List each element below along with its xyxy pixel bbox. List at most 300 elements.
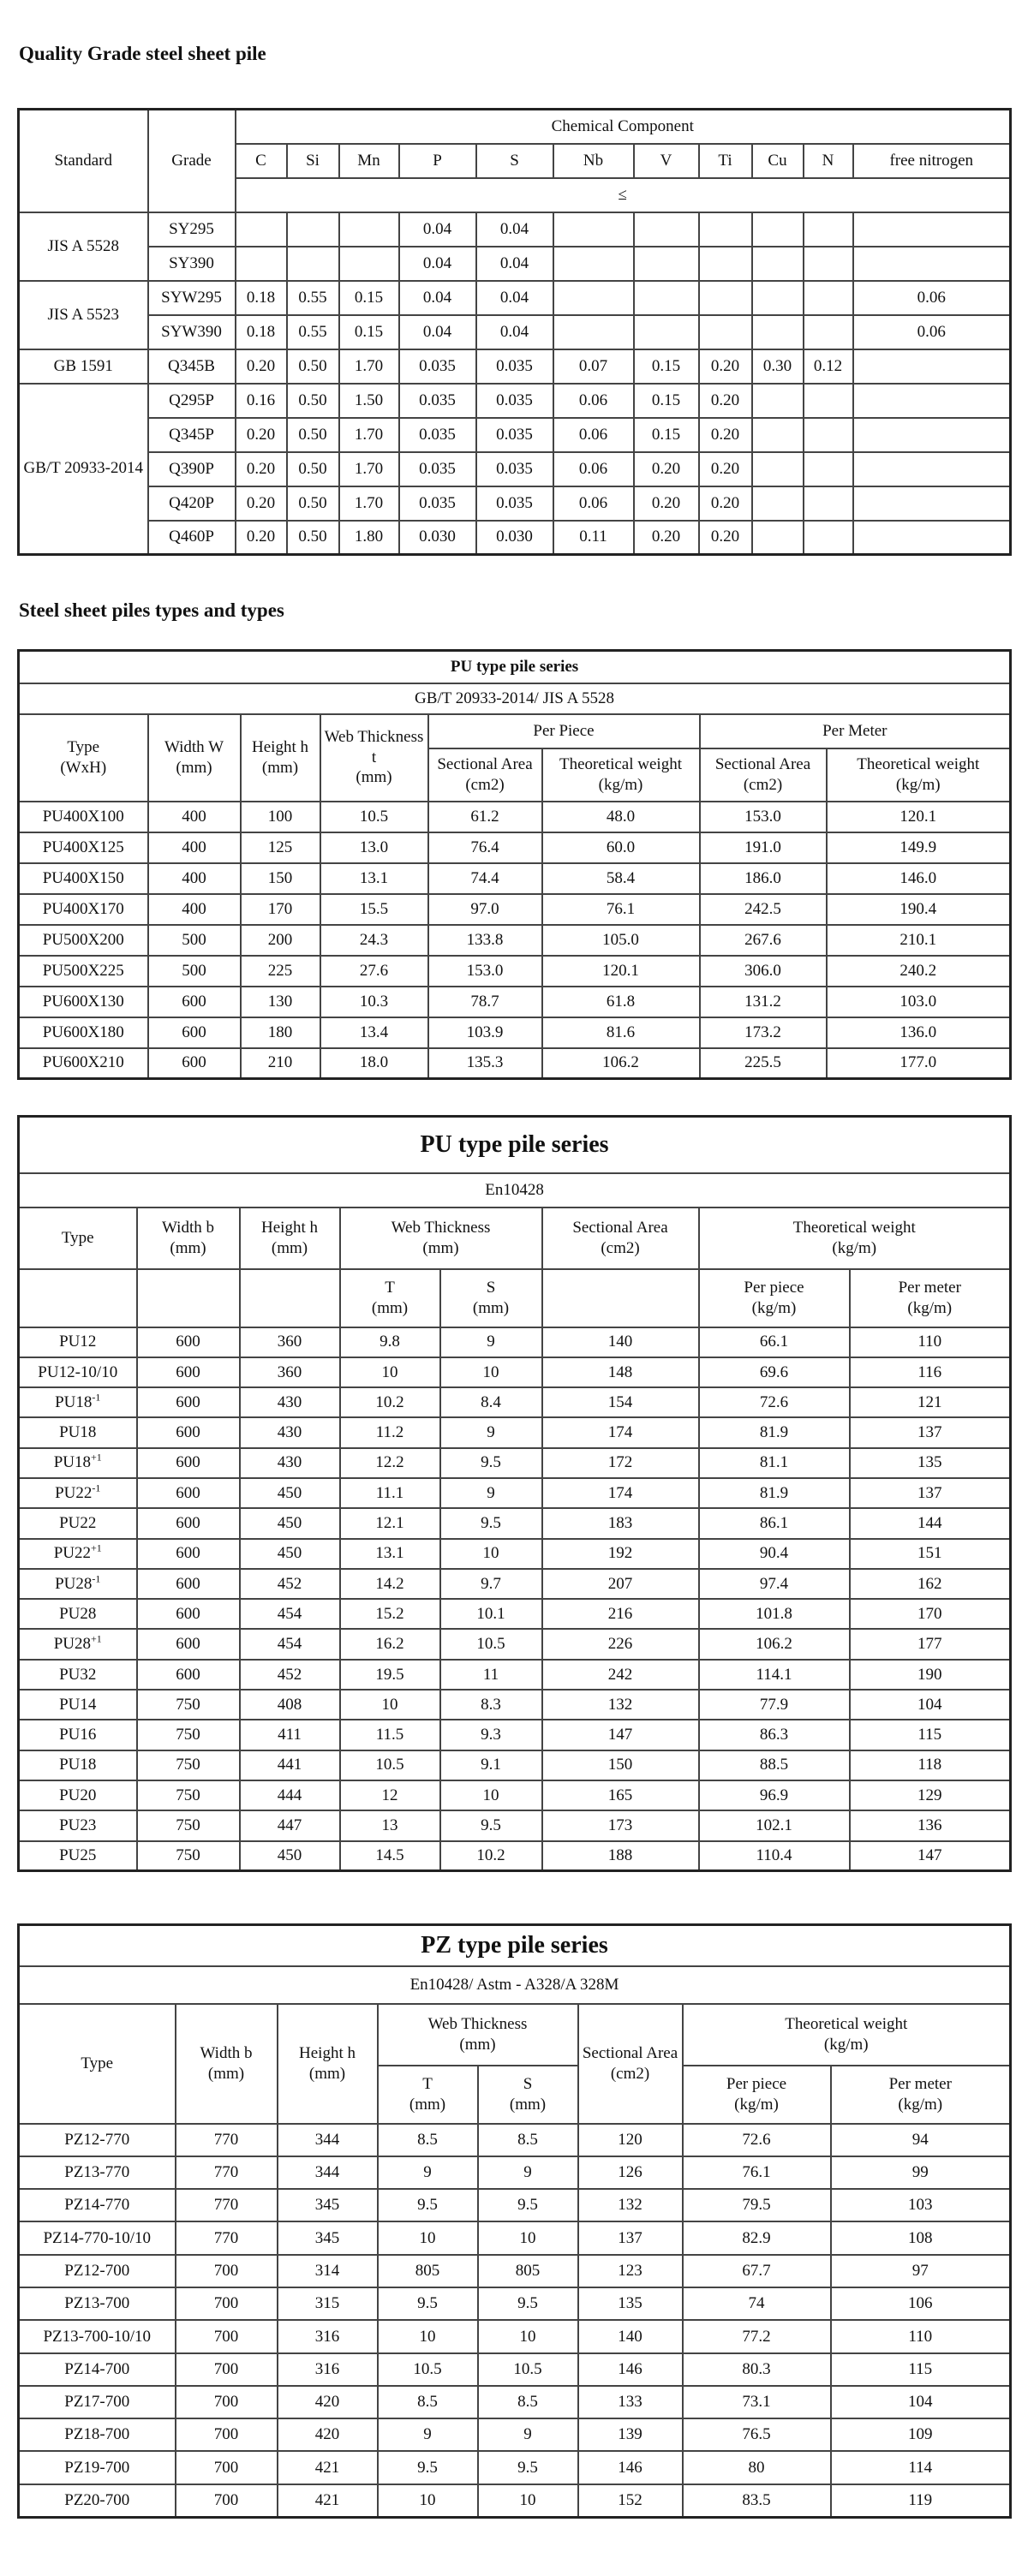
header-line: Sectional Area xyxy=(437,754,533,773)
header-line: S xyxy=(523,2074,533,2093)
section-title: PZ type pile series xyxy=(19,1925,1011,1966)
table-row xyxy=(19,894,1011,925)
value-cell: 99 xyxy=(831,2156,1011,2189)
header-unit: (mm) xyxy=(261,758,299,777)
header-per-piece: Per Piece xyxy=(428,714,700,748)
value-cell: 210 xyxy=(241,1048,320,1079)
value-cell xyxy=(634,212,699,247)
value-cell xyxy=(853,452,1011,486)
value-cell: 10.5 xyxy=(320,802,428,832)
value-cell: 1.80 xyxy=(339,521,399,555)
title-row xyxy=(19,651,1011,683)
header-unit: (mm) xyxy=(308,2064,346,2083)
type-cell: PU600X180 xyxy=(19,1017,148,1048)
value-cell: 10 xyxy=(478,2320,578,2352)
value-cell: 83.5 xyxy=(683,2484,831,2517)
value-cell: Q295P xyxy=(148,384,236,418)
table-row xyxy=(19,863,1011,894)
value-cell: 421 xyxy=(278,2484,378,2517)
value-cell: 24.3 xyxy=(320,925,428,956)
value-cell: 8.5 xyxy=(478,2124,578,2156)
value-cell: 150 xyxy=(542,1750,699,1780)
value-cell: 73.1 xyxy=(683,2386,831,2418)
value-cell xyxy=(752,212,804,247)
value-cell: 125 xyxy=(241,832,320,863)
value-cell: 316 xyxy=(278,2320,378,2352)
value-cell: 9.5 xyxy=(478,2189,578,2221)
type-suffix: +1 xyxy=(91,1542,102,1555)
header-grade: Grade xyxy=(148,110,236,212)
value-cell: 191.0 xyxy=(700,832,827,863)
value-cell: 450 xyxy=(240,1841,340,1871)
table-row xyxy=(19,1780,1011,1810)
value-cell xyxy=(287,212,339,247)
value-cell: 121 xyxy=(850,1387,1011,1417)
value-cell: 147 xyxy=(542,1720,699,1750)
type-cell: PU600X210 xyxy=(19,1048,148,1079)
table-row xyxy=(19,2353,1011,2386)
pu-gbt-table xyxy=(17,649,1012,1080)
value-cell: 14.5 xyxy=(340,1841,440,1871)
value-cell: 700 xyxy=(176,2418,278,2451)
value-cell: 10 xyxy=(340,1357,440,1387)
value-cell: 600 xyxy=(137,1478,240,1508)
header-width xyxy=(137,1208,240,1269)
header-width xyxy=(176,2004,278,2124)
value-cell: 9.1 xyxy=(440,1750,542,1780)
section-subtitle: En10428/ Astm - A328/A 328M xyxy=(19,1966,1011,2004)
type-cell: PU400X125 xyxy=(19,832,148,863)
value-cell: 9.5 xyxy=(378,2189,478,2221)
value-cell: 86.1 xyxy=(699,1508,850,1538)
title-row xyxy=(19,1117,1011,1173)
value-cell: 58.4 xyxy=(542,863,700,894)
value-cell: 0.06 xyxy=(853,315,1011,349)
value-cell: 77.9 xyxy=(699,1690,850,1720)
value-cell: 13.1 xyxy=(340,1539,440,1569)
header-area xyxy=(542,1208,699,1269)
blank-cell xyxy=(542,1269,699,1327)
table-row xyxy=(19,1508,1011,1538)
value-cell: 0.06 xyxy=(553,418,634,452)
value-cell: 0.06 xyxy=(553,452,634,486)
header-per-meter: Per Meter xyxy=(700,714,1011,748)
type-cell: PZ18-700 xyxy=(19,2418,176,2451)
type-cell: PZ12-770 xyxy=(19,2124,176,2156)
type-cell: PZ13-770 xyxy=(19,2156,176,2189)
value-cell xyxy=(634,315,699,349)
table-row xyxy=(19,1387,1011,1417)
value-cell: 12.1 xyxy=(340,1508,440,1538)
value-cell xyxy=(699,281,752,315)
value-cell: 15.5 xyxy=(320,894,428,925)
type-cell: PU500X225 xyxy=(19,956,148,987)
title-row xyxy=(19,1925,1011,1966)
blank-cell xyxy=(19,1269,137,1327)
value-cell: 18.0 xyxy=(320,1048,428,1079)
value-cell xyxy=(804,315,853,349)
value-cell: 600 xyxy=(148,1017,241,1048)
table-row xyxy=(19,1417,1011,1447)
value-cell: 750 xyxy=(137,1690,240,1720)
type-label: PU12 xyxy=(59,1333,97,1351)
value-cell xyxy=(634,281,699,315)
header-element: free nitrogen xyxy=(853,144,1011,178)
value-cell xyxy=(752,418,804,452)
value-cell: SYW390 xyxy=(148,315,236,349)
type-cell xyxy=(19,1841,137,1871)
standard-cell: JIS A 5528 xyxy=(19,212,148,281)
value-cell: 0.50 xyxy=(287,418,339,452)
value-cell: 67.7 xyxy=(683,2255,831,2287)
value-cell: 183 xyxy=(542,1508,699,1538)
type-cell xyxy=(19,1599,137,1629)
value-cell: 0.15 xyxy=(634,418,699,452)
type-cell: PU400X100 xyxy=(19,802,148,832)
value-cell: 10 xyxy=(378,2320,478,2352)
value-cell: 172 xyxy=(542,1448,699,1478)
standard-cell: JIS A 5523 xyxy=(19,281,148,349)
value-cell: 76.1 xyxy=(683,2156,831,2189)
value-cell: 0.035 xyxy=(399,384,476,418)
value-cell: 700 xyxy=(176,2287,278,2320)
value-cell: 10.5 xyxy=(440,1629,542,1659)
value-cell: 400 xyxy=(148,894,241,925)
value-cell: 129 xyxy=(850,1780,1011,1810)
table-row xyxy=(19,1690,1011,1720)
subtitle-row xyxy=(19,1173,1011,1208)
value-cell: 0.06 xyxy=(553,486,634,521)
table-row xyxy=(19,2320,1011,2352)
value-cell: 12.2 xyxy=(340,1448,440,1478)
type-cell: PU600X130 xyxy=(19,987,148,1017)
header-unit: (mm) xyxy=(422,1238,459,1257)
header-element: N xyxy=(804,144,853,178)
value-cell: 174 xyxy=(542,1417,699,1447)
header-unit: (mm) xyxy=(409,2095,446,2114)
value-cell: 600 xyxy=(137,1448,240,1478)
header-line: T xyxy=(422,2074,433,2093)
value-cell: 10.5 xyxy=(340,1750,440,1780)
header-line: Height h xyxy=(299,2043,356,2062)
header-line: Sectional Area xyxy=(714,754,811,773)
value-cell: 9 xyxy=(440,1327,542,1357)
header-unit: (cm2) xyxy=(465,775,505,794)
value-cell xyxy=(752,247,804,281)
value-cell: 454 xyxy=(240,1599,340,1629)
value-cell xyxy=(699,247,752,281)
header-unit: (mm) xyxy=(472,1298,510,1317)
header-line: Theoretical weight xyxy=(785,2014,908,2033)
value-cell: 447 xyxy=(240,1810,340,1840)
value-cell: 400 xyxy=(148,832,241,863)
value-cell: 306.0 xyxy=(700,956,827,987)
header-height xyxy=(278,2004,378,2124)
value-cell: 0.035 xyxy=(399,486,476,521)
value-cell: 106.2 xyxy=(699,1629,850,1659)
value-cell: 14.2 xyxy=(340,1569,440,1599)
value-cell: 411 xyxy=(240,1720,340,1750)
header-row xyxy=(19,1208,1011,1269)
type-cell: PZ19-700 xyxy=(19,2451,176,2484)
value-cell: 450 xyxy=(240,1539,340,1569)
header-area xyxy=(428,748,542,802)
type-cell xyxy=(19,1387,137,1417)
value-cell: 600 xyxy=(137,1539,240,1569)
value-cell xyxy=(236,247,287,281)
table-row xyxy=(19,2418,1011,2451)
value-cell: 177 xyxy=(850,1629,1011,1659)
type-cell xyxy=(19,1478,137,1508)
header-type xyxy=(19,714,148,802)
value-cell xyxy=(236,212,287,247)
value-cell: 226 xyxy=(542,1629,699,1659)
table-row xyxy=(19,2386,1011,2418)
value-cell: 135 xyxy=(850,1448,1011,1478)
value-cell xyxy=(804,418,853,452)
type-label: PU23 xyxy=(59,1816,97,1835)
value-cell: 0.035 xyxy=(476,418,553,452)
value-cell: 0.20 xyxy=(236,486,287,521)
value-cell: 750 xyxy=(137,1750,240,1780)
header-element: Mn xyxy=(339,144,399,178)
type-label: PU28 xyxy=(59,1604,97,1623)
value-cell: 8.4 xyxy=(440,1387,542,1417)
type-cell xyxy=(19,1569,137,1599)
header-unit: (mm) xyxy=(271,1238,308,1257)
value-cell: 110.4 xyxy=(699,1841,850,1871)
header-web xyxy=(340,1208,542,1269)
value-cell: 140 xyxy=(578,2320,683,2352)
header-element: Cu xyxy=(752,144,804,178)
value-cell xyxy=(804,486,853,521)
table-row xyxy=(19,987,1011,1017)
value-cell xyxy=(804,384,853,418)
header-line: Per piece xyxy=(726,2074,787,2093)
value-cell: 10 xyxy=(340,1690,440,1720)
value-cell xyxy=(752,452,804,486)
value-cell: 180 xyxy=(241,1017,320,1048)
header-area xyxy=(700,748,827,802)
value-cell: 9.5 xyxy=(478,2287,578,2320)
type-label: PU14 xyxy=(59,1695,97,1714)
value-cell: 0.30 xyxy=(752,349,804,384)
value-cell: 750 xyxy=(137,1810,240,1840)
value-cell: 173.2 xyxy=(700,1017,827,1048)
header-line: Type xyxy=(67,737,100,756)
value-cell: 314 xyxy=(278,2255,378,2287)
type-cell: PZ14-770-10/10 xyxy=(19,2221,176,2254)
value-cell: 0.50 xyxy=(287,349,339,384)
value-cell: 76.1 xyxy=(542,894,700,925)
header-line: Per meter xyxy=(898,1278,961,1297)
value-cell: 0.20 xyxy=(634,452,699,486)
header-element: S xyxy=(476,144,553,178)
value-cell xyxy=(752,281,804,315)
table-row xyxy=(19,247,1011,281)
table-row xyxy=(19,1810,1011,1840)
table-row xyxy=(19,384,1011,418)
header-line: S xyxy=(486,1278,496,1297)
value-cell: 120.1 xyxy=(542,956,700,987)
value-cell: SYW295 xyxy=(148,281,236,315)
value-cell: 452 xyxy=(240,1660,340,1690)
value-cell: 240.2 xyxy=(827,956,1011,987)
header-weight xyxy=(699,1208,1011,1269)
value-cell: 148 xyxy=(542,1357,699,1387)
value-cell xyxy=(553,212,634,247)
value-cell: 345 xyxy=(278,2221,378,2254)
value-cell: 16.2 xyxy=(340,1629,440,1659)
value-cell: 94 xyxy=(831,2124,1011,2156)
value-cell: 119 xyxy=(831,2484,1011,2517)
blank-cell xyxy=(137,1269,240,1327)
value-cell: 15.2 xyxy=(340,1599,440,1629)
value-cell: 1.50 xyxy=(339,384,399,418)
type-cell: PZ12-700 xyxy=(19,2255,176,2287)
value-cell: 0.06 xyxy=(553,384,634,418)
value-cell: 11 xyxy=(440,1660,542,1690)
header-per-piece xyxy=(699,1269,850,1327)
value-cell: 750 xyxy=(137,1841,240,1871)
header-unit: (kg/m) xyxy=(832,1238,877,1257)
value-cell: 0.20 xyxy=(634,486,699,521)
table-row xyxy=(19,1327,1011,1357)
header-row xyxy=(19,714,1011,748)
quality-grade-title: Quality Grade steel sheet pile xyxy=(19,43,266,64)
value-cell: 0.07 xyxy=(553,349,634,384)
value-cell: 10.2 xyxy=(440,1841,542,1871)
value-cell: 0.55 xyxy=(287,315,339,349)
value-cell: 600 xyxy=(137,1508,240,1538)
header-unit: (mm) xyxy=(356,768,392,787)
header-line: Theoretical weight xyxy=(559,754,682,773)
value-cell: 454 xyxy=(240,1629,340,1659)
value-cell: 132 xyxy=(542,1690,699,1720)
value-cell: 136.0 xyxy=(827,1017,1011,1048)
value-cell: 10 xyxy=(440,1357,542,1387)
type-cell xyxy=(19,1690,137,1720)
value-cell xyxy=(853,349,1011,384)
value-cell: 0.04 xyxy=(476,281,553,315)
header-line: Web Thickness t xyxy=(324,727,424,766)
value-cell: 133 xyxy=(578,2386,683,2418)
header-unit: (kg/m) xyxy=(751,1298,797,1317)
type-suffix: -1 xyxy=(92,1482,101,1494)
type-cell xyxy=(19,1417,137,1447)
value-cell: 177.0 xyxy=(827,1048,1011,1079)
header-unit: (WxH) xyxy=(60,758,107,777)
value-cell: 0.20 xyxy=(699,384,752,418)
value-cell: 9.5 xyxy=(478,2451,578,2484)
value-cell: 144 xyxy=(850,1508,1011,1538)
value-cell xyxy=(853,212,1011,247)
type-cell: PU400X150 xyxy=(19,863,148,894)
header-S xyxy=(478,2066,578,2124)
type-label: PU22 xyxy=(59,1514,97,1533)
table-row xyxy=(19,1629,1011,1659)
table-row xyxy=(19,418,1011,452)
value-cell: 600 xyxy=(137,1569,240,1599)
value-cell: 430 xyxy=(240,1417,340,1447)
table-row xyxy=(19,2484,1011,2517)
value-cell: 600 xyxy=(148,1048,241,1079)
header-weight xyxy=(542,748,700,802)
header-line: Width b xyxy=(200,2043,253,2062)
pu-en10428-table xyxy=(17,1115,1012,1872)
value-cell: 0.030 xyxy=(476,521,553,555)
value-cell: 750 xyxy=(137,1720,240,1750)
header-row xyxy=(19,110,1011,144)
header-unit: (kg/m) xyxy=(734,2095,779,2114)
value-cell: 76.5 xyxy=(683,2418,831,2451)
type-label: PU18 xyxy=(55,1392,93,1411)
header-S xyxy=(440,1269,542,1327)
header-line: Height h xyxy=(261,1218,318,1237)
value-cell xyxy=(287,247,339,281)
value-cell: 500 xyxy=(148,925,241,956)
header-line: Web Thickness xyxy=(391,1218,491,1237)
value-cell: 600 xyxy=(137,1357,240,1387)
value-cell: 450 xyxy=(240,1508,340,1538)
value-cell: 0.50 xyxy=(287,521,339,555)
table-row xyxy=(19,1539,1011,1569)
value-cell: 0.16 xyxy=(236,384,287,418)
value-cell: 700 xyxy=(176,2353,278,2386)
value-cell: 132 xyxy=(578,2189,683,2221)
value-cell xyxy=(752,315,804,349)
value-cell: 315 xyxy=(278,2287,378,2320)
type-cell: PZ13-700-10/10 xyxy=(19,2320,176,2352)
type-label: PU18 xyxy=(59,1756,97,1774)
value-cell: 137 xyxy=(850,1478,1011,1508)
standard-cell: GB/T 20933-2014 xyxy=(19,384,148,555)
value-cell: 149.9 xyxy=(827,832,1011,863)
section-title: PU type pile series xyxy=(19,1117,1011,1173)
value-cell: 600 xyxy=(137,1629,240,1659)
value-cell: 420 xyxy=(278,2386,378,2418)
value-cell: 9.8 xyxy=(340,1327,440,1357)
value-cell: 450 xyxy=(240,1478,340,1508)
value-cell: 60.0 xyxy=(542,832,700,863)
value-cell: 0.11 xyxy=(553,521,634,555)
value-cell: 400 xyxy=(148,802,241,832)
subtitle-row xyxy=(19,1966,1011,2004)
header-line: Theoretical weight xyxy=(857,754,980,773)
header-unit: (kg/m) xyxy=(895,775,941,794)
type-cell xyxy=(19,1629,137,1659)
value-cell: 0.035 xyxy=(476,486,553,521)
value-cell xyxy=(853,247,1011,281)
table-row xyxy=(19,925,1011,956)
value-cell: 0.06 xyxy=(853,281,1011,315)
value-cell: 9 xyxy=(478,2156,578,2189)
standard-cell: GB 1591 xyxy=(19,349,148,384)
value-cell: 9 xyxy=(378,2418,478,2451)
header-line: Sectional Area xyxy=(582,2043,678,2062)
header-element: Ti xyxy=(699,144,752,178)
value-cell: 600 xyxy=(137,1417,240,1447)
type-suffix: +1 xyxy=(91,1632,102,1645)
table-row xyxy=(19,2221,1011,2254)
value-cell: Q420P xyxy=(148,486,236,521)
value-cell: 805 xyxy=(478,2255,578,2287)
value-cell: 8.5 xyxy=(378,2124,478,2156)
value-cell: 102.1 xyxy=(699,1810,850,1840)
value-cell xyxy=(553,315,634,349)
header-unit: (kg/m) xyxy=(907,1298,953,1317)
value-cell: 114.1 xyxy=(699,1660,850,1690)
